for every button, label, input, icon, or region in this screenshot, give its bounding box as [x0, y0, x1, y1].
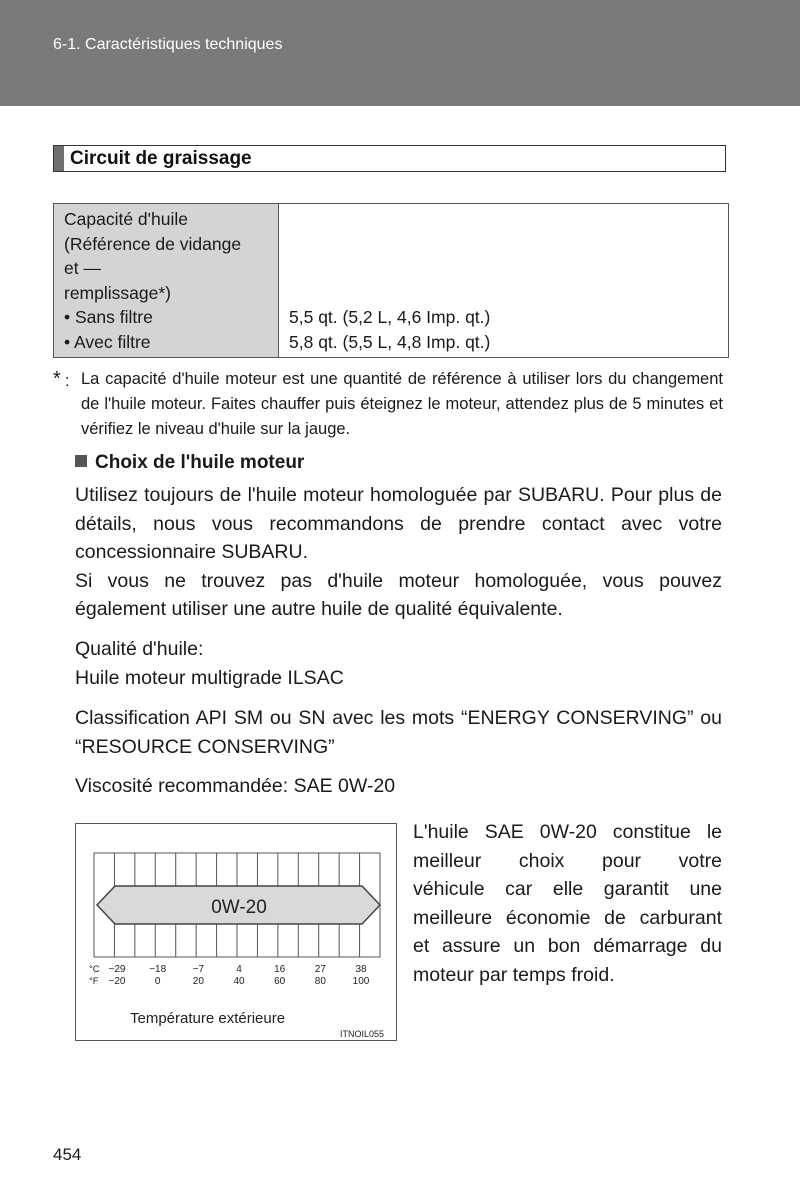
arrow-label: 0W-20 — [211, 897, 267, 918]
celsius-tick-labels — [109, 964, 367, 975]
text-line: L'huile SAE 0W-20 constitue le — [413, 821, 722, 843]
value-avec-filtre: 5,8 qt. (5,5 L, 4,8 Imp. qt.) — [289, 331, 491, 352]
text-line: moteur par temps froid. — [413, 963, 615, 986]
recommendation-text — [413, 818, 722, 989]
label-line: Capacité d'huile — [64, 209, 188, 229]
section-title-bar — [54, 146, 64, 171]
text-line: meilleur choix pour votre — [413, 849, 722, 872]
label-line: remplissage*) — [64, 282, 171, 303]
paragraph: Si vous ne trouvez pas d'huile moteur homologuée, vous pouvez également utiliser une autre huile de qualité équivalente. — [75, 569, 722, 620]
fahrenheit-tick-label: −20 — [108, 976, 126, 987]
label-line: (Référence de vidange — [64, 233, 242, 254]
text-line: véhicule car elle garantit une — [413, 878, 722, 900]
fahrenheit-tick-label: 80 — [314, 976, 326, 987]
viscosity-text: Viscosité recommandée: SAE 0W-20 — [75, 775, 396, 797]
celsius-tick-label: 27 — [314, 964, 326, 975]
fahrenheit-tick-label: 100 — [352, 976, 370, 987]
celsius-tick-label: −29 — [108, 964, 126, 975]
table-value-cell — [279, 204, 729, 358]
fahrenheit-tick-label: 0 — [154, 976, 161, 987]
footnote-marker: * — [53, 368, 61, 390]
oil-quality-value: Huile moteur multigrade ILSAC — [75, 666, 344, 689]
page-number: 454 — [53, 1145, 82, 1164]
fahrenheit-tick-label: 40 — [233, 976, 245, 987]
celsius-tick-label: 16 — [274, 964, 286, 975]
figure-caption: Température extérieure — [130, 1010, 286, 1027]
label-line-sans-filtre: • Sans filtre — [64, 307, 153, 327]
table-row — [54, 204, 729, 358]
oil-quality-label: Qualité d'huile: — [75, 638, 204, 660]
oil-capacity-table — [53, 203, 729, 358]
paragraph-block-1 — [75, 481, 722, 624]
table-label-cell — [54, 204, 279, 358]
celsius-tick-label: 38 — [355, 964, 367, 975]
celsius-tick-label: −18 — [149, 964, 167, 975]
viscosity-block — [75, 772, 722, 801]
footnote-colon: : — [65, 372, 70, 390]
classification-text: Classification API SM ou SN avec les mots “ENERGY CONSERVING” ou “RESOURCE CONSERVING” — [75, 707, 722, 758]
viscosity-temperature-figure — [75, 823, 397, 1041]
fahrenheit-tick-label: 60 — [274, 976, 286, 987]
fahrenheit-tick-label: 20 — [192, 976, 204, 987]
fahrenheit-unit: °F — [89, 976, 99, 987]
viscosity-diagram — [76, 824, 398, 1042]
subsection-heading — [75, 452, 304, 474]
square-bullet-icon — [75, 455, 87, 467]
celsius-tick-label: 4 — [236, 964, 242, 975]
breadcrumb: 6-1. Caractéristiques techniques — [53, 36, 283, 53]
subsection-title: Choix de l'huile moteur — [95, 452, 305, 473]
classification-block — [75, 704, 722, 761]
footnote-text: La capacité d'huile moteur est une quantité de référence à utiliser lors du changement de l'huile moteur. Faites chauffer puis éteignez le moteur, attendez plus de 5 minutes et vérifiez le niveau d'huile sur la jauge. — [81, 370, 723, 438]
value-sans-filtre: 5,5 qt. (5,2 L, 4,6 Imp. qt.) — [289, 307, 491, 327]
section-title: Circuit de graissage — [70, 148, 252, 169]
label-line-avec-filtre: • Avec filtre — [64, 331, 151, 352]
section-title-box — [53, 145, 726, 172]
header-band — [0, 0, 800, 106]
figure-code: ITNOIL055 — [340, 1029, 385, 1039]
text-line: meilleure économie de carburant — [413, 906, 722, 929]
text-line: et assure un bon démarrage du — [413, 935, 722, 957]
celsius-unit: °C — [89, 964, 100, 975]
paragraph: Utilisez toujours de l'huile moteur homologuée par SUBARU. Pour plus de détails, nous vous recommandons de prendre contact avec votre concessionnaire SUBARU. — [75, 484, 722, 563]
celsius-tick-label: −7 — [192, 964, 205, 975]
footnote — [53, 367, 723, 442]
label-line: et — — [64, 258, 101, 278]
oil-quality-block — [75, 635, 722, 692]
fahrenheit-tick-labels — [109, 976, 370, 987]
